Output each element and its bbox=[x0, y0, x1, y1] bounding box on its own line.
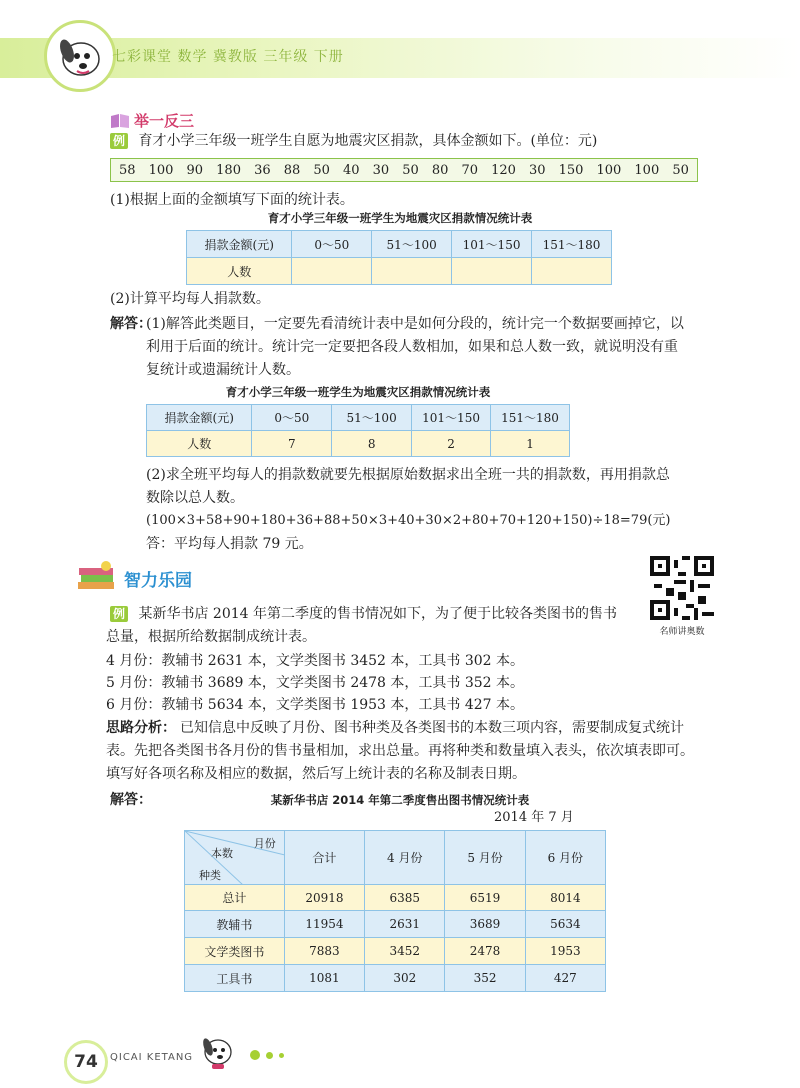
table2 bbox=[146, 404, 570, 457]
table3-row-label: 教辅书 bbox=[185, 911, 285, 938]
qr-code[interactable] bbox=[650, 556, 714, 620]
question-1: (1)根据上面的金额填写下面的统计表。 bbox=[110, 192, 354, 208]
table-row bbox=[185, 885, 606, 911]
footer-dot bbox=[279, 1053, 284, 1058]
formula: (100×3+58+90+180+36+88+50×3+40+30×2+80+70+120+150)÷18=79(元) bbox=[146, 513, 671, 528]
final-answer: 答：平均每人捐款 79 元。 bbox=[146, 536, 313, 552]
table2-cell: 151～180 bbox=[491, 405, 570, 431]
table2-header-row bbox=[147, 405, 570, 431]
answer-line-1: (1)解答此类题目，一定要先看清统计表中是如何分段的，统计完一个数据要画掉它，以 bbox=[146, 316, 684, 332]
donation-number: 90 bbox=[186, 162, 204, 178]
table1-empty-cell bbox=[452, 258, 532, 285]
example-tag: 例 bbox=[110, 133, 128, 149]
donation-number: 100 bbox=[148, 162, 174, 178]
table-row bbox=[185, 938, 606, 965]
donation-number: 40 bbox=[342, 162, 360, 178]
donation-number: 120 bbox=[491, 162, 516, 178]
donation-number: 50 bbox=[313, 162, 330, 178]
section1-title: 举一反三 bbox=[134, 112, 195, 130]
analysis-line-2: 表。先把各类图书各月份的售书量相加，求出总量。再将种类和数量填入表头，依次填表即可。 bbox=[106, 743, 694, 759]
example2-line-1 bbox=[110, 604, 617, 624]
footer-dot bbox=[250, 1050, 260, 1060]
answer2-line-2: 数除以总人数。 bbox=[146, 490, 244, 506]
donation-number: 150 bbox=[558, 162, 584, 178]
table3-header-cell: 6 月份 bbox=[525, 831, 605, 885]
table2-cell: 8 bbox=[332, 431, 412, 457]
table3-header-cell: 4 月份 bbox=[365, 831, 445, 885]
table1-cell: 人数 bbox=[187, 258, 292, 285]
analysis-label: 思路分析： bbox=[106, 720, 176, 736]
table3-header-row bbox=[185, 831, 606, 885]
table1-cell: 101～150 bbox=[452, 231, 532, 258]
qr-code-icon bbox=[650, 556, 714, 620]
example2-text: 某新华书店 2014 年第二季度的售书情况如下，为了便于比较各类图书的售书 bbox=[138, 606, 617, 622]
table1-header-row bbox=[187, 231, 612, 258]
table1-cell: 0～50 bbox=[292, 231, 372, 258]
dog-mascot-icon bbox=[196, 1030, 240, 1074]
donation-numbers-strip bbox=[110, 158, 698, 182]
donation-number: 36 bbox=[254, 162, 271, 178]
table3-row-label: 工具书 bbox=[185, 965, 285, 992]
footer-brand: QICAI KETANG bbox=[110, 1052, 194, 1063]
table3-cell: 3452 bbox=[365, 938, 445, 965]
example-tag: 例 bbox=[110, 606, 128, 622]
example1 bbox=[110, 131, 597, 151]
answer-line-3: 复统计或遗漏统计人数。 bbox=[146, 362, 300, 378]
table2-cell: 7 bbox=[252, 431, 332, 457]
table3-header-cell: 合计 bbox=[284, 831, 364, 885]
table3-row-label: 文学类图书 bbox=[185, 938, 285, 965]
donation-number: 100 bbox=[596, 162, 622, 178]
table2-cell: 0～50 bbox=[252, 405, 332, 431]
table3-cell: 5634 bbox=[525, 911, 605, 938]
analysis-line-3: 填写好各项名称及相应的数据，然后写上统计表的名称及制表日期。 bbox=[106, 766, 526, 782]
example2-line-2: 总量，根据所给数据制成统计表。 bbox=[106, 629, 316, 645]
table2-cell: 2 bbox=[412, 431, 491, 457]
table-row bbox=[185, 965, 606, 992]
table1-cell: 51～100 bbox=[372, 231, 452, 258]
mascot-badge bbox=[44, 20, 116, 92]
table3-corner-cell bbox=[185, 831, 285, 885]
donation-number: 58 bbox=[119, 162, 136, 178]
corner-bottom: 种类 bbox=[199, 869, 221, 882]
corner-mid: 本数 bbox=[211, 847, 233, 860]
table3-cell: 1081 bbox=[284, 965, 364, 992]
table1-empty-cell bbox=[372, 258, 452, 285]
table-row bbox=[185, 911, 606, 938]
donation-number: 88 bbox=[283, 162, 301, 178]
table3-cell: 6519 bbox=[445, 885, 525, 911]
dog-mascot-icon bbox=[47, 23, 113, 89]
answer-label: 解答： bbox=[110, 316, 152, 332]
table2-cell: 1 bbox=[491, 431, 570, 457]
table2-cell: 人数 bbox=[147, 431, 252, 457]
table3-cell: 7883 bbox=[284, 938, 364, 965]
question-2: (2)计算平均每人捐款数。 bbox=[110, 291, 270, 307]
table2-cell: 51～100 bbox=[332, 405, 412, 431]
books-illustration bbox=[76, 560, 118, 596]
table3-cell: 2631 bbox=[365, 911, 445, 938]
table1-data-row bbox=[187, 258, 612, 285]
donation-number: 30 bbox=[372, 162, 390, 178]
table2-data-row bbox=[147, 431, 570, 457]
table3-row-label: 总计 bbox=[185, 885, 285, 911]
section2-title: 智力乐园 bbox=[124, 571, 192, 591]
footer-mascot bbox=[196, 1030, 240, 1074]
table3-cell: 8014 bbox=[525, 885, 605, 911]
answer2-label: 解答： bbox=[110, 792, 152, 808]
donation-number: 70 bbox=[461, 162, 478, 178]
donation-number: 30 bbox=[528, 162, 546, 178]
table3-header-cell: 5 月份 bbox=[445, 831, 525, 885]
table3-date: 2014 年 7 月 bbox=[494, 810, 574, 825]
donation-number: 180 bbox=[216, 162, 241, 178]
month-line-4: 4 月份：教辅书 2631 本，文学类图书 3452 本，工具书 302 本。 bbox=[106, 653, 525, 669]
donation-number: 50 bbox=[402, 162, 419, 178]
donation-number: 100 bbox=[634, 162, 660, 178]
table3-cell: 3689 bbox=[445, 911, 525, 938]
qr-caption: 名师讲奥数 bbox=[659, 627, 705, 637]
header-title: 七彩课堂 数学 冀教版 三年级 下册 bbox=[112, 49, 344, 65]
table3-caption: 某新华书店 2014 年第二季度售出图书情况统计表 bbox=[270, 793, 530, 807]
table3-cell: 352 bbox=[445, 965, 525, 992]
table3-cell: 20918 bbox=[284, 885, 364, 911]
table3-cell: 302 bbox=[365, 965, 445, 992]
answer2-line-1: (2)求全班平均每人的捐款数就要先根据原始数据求出全班一共的捐款数，再用捐款总 bbox=[146, 467, 670, 483]
table3-cell: 427 bbox=[525, 965, 605, 992]
book-icon bbox=[110, 113, 130, 129]
corner-top: 月份 bbox=[253, 837, 276, 850]
analysis-line-1: 已知信息中反映了月份、图书种类及各类图书的本数三项内容，需要制成复式统计 bbox=[180, 720, 684, 736]
donation-number: 50 bbox=[672, 162, 689, 178]
month-line-5: 5 月份：教辅书 3689 本，文学类图书 2478 本，工具书 352 本。 bbox=[106, 675, 525, 691]
table1-cell: 151～180 bbox=[532, 231, 612, 258]
page-number: 74 bbox=[64, 1040, 108, 1084]
books-icon bbox=[76, 560, 118, 596]
table3-cell: 11954 bbox=[284, 911, 364, 938]
answer-line-2: 利用于后面的统计。统计完一定要把各段人数相加，如果和总人数一致，就说明没有重 bbox=[146, 339, 678, 355]
table3-cell: 1953 bbox=[525, 938, 605, 965]
table2-cell: 101～150 bbox=[412, 405, 491, 431]
table3 bbox=[184, 830, 606, 992]
table1-empty-cell bbox=[292, 258, 372, 285]
table3-cell: 6385 bbox=[365, 885, 445, 911]
donation-number: 80 bbox=[431, 162, 449, 178]
table1 bbox=[186, 230, 612, 285]
table2-caption: 育才小学三年级一班学生为地震灾区捐款情况统计表 bbox=[225, 385, 491, 399]
example1-text: 育才小学三年级一班学生自愿为地震灾区捐款，具体金额如下。(单位：元) bbox=[138, 133, 598, 149]
section1-heading bbox=[110, 110, 194, 131]
table1-cell: 捐款金额(元) bbox=[187, 231, 292, 258]
footer-dot bbox=[266, 1052, 273, 1059]
month-line-6: 6 月份：教辅书 5634 本，文学类图书 1953 本，工具书 427 本。 bbox=[106, 697, 525, 713]
table1-empty-cell bbox=[532, 258, 612, 285]
table2-cell: 捐款金额(元) bbox=[147, 405, 252, 431]
table1-caption: 育才小学三年级一班学生为地震灾区捐款情况统计表 bbox=[267, 211, 533, 225]
table3-cell: 2478 bbox=[445, 938, 525, 965]
